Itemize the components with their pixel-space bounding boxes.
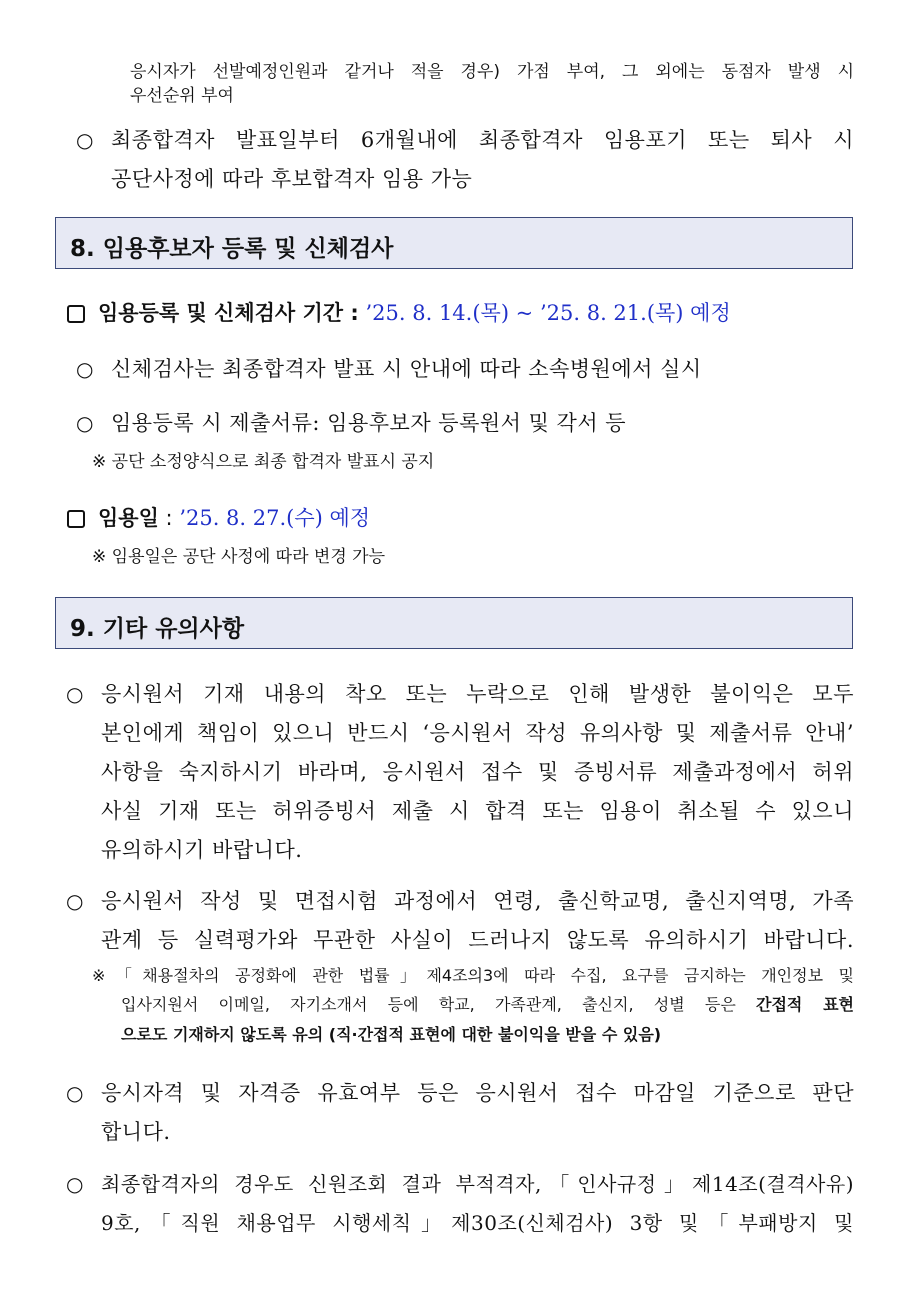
s9-note-line-1: ※「채용절차의 공정화에 관한 법률」제4조의3에 따라 수집, 요구를 금지하는 개인정보 및 [92, 966, 854, 985]
p1-line-1: 응시원서 기재 내용의 착오 또는 누락으로 인해 발생한 불이익은 모두 [101, 682, 854, 706]
appointment-label: 임용일 [98, 506, 159, 530]
period-row [98, 299, 731, 327]
intro-line-2: 우선순위 부여 [130, 86, 234, 106]
s8-note-1: ※ 공단 소정양식으로 최종 합격자 발표시 공지 [92, 452, 435, 472]
section-8-header [55, 217, 853, 269]
p1-line-3: 사항을 숙지하시기 바라며, 응시원서 접수 및 증빙서류 제출과정에서 허위 [101, 760, 854, 784]
circle-bullet-icon: ○ [76, 128, 94, 152]
p2-line-1: 응시원서 작성 및 면접시험 과정에서 연령, 출신학교명, 출신지역명, 가족 [101, 889, 854, 913]
p3-line-2: 합니다. [101, 1120, 171, 1144]
s8-note-2: ※ 임용일은 공단 사정에 따라 변경 가능 [92, 547, 385, 567]
s8-bullet-2: 임용등록 시 제출서류: 임용후보자 등록원서 및 각서 등 [111, 411, 627, 435]
p1-line-2: 본인에게 책임이 있으니 반드시 ‘응시원서 작성 유의사항 및 제출서류 안내’ [101, 721, 854, 745]
p4-line-1: 최종합격자의 경우도 신원조회 결과 부적격자,「인사규정」제14조(결격사유) [101, 1172, 854, 1196]
square-bullet-icon [67, 510, 85, 528]
circle-bullet-icon: ○ [66, 889, 84, 913]
s8-bullet-1: 신체검사는 최종합격자 발표 시 안내에 따라 소속병원에서 실시 [111, 357, 702, 381]
intro-line-1: 응시자가 선발예정인원과 같거나 적을 경우) 가점 부여, 그 외에는 동점자 발생 시 [130, 62, 854, 82]
s9-note-line-2 [121, 992, 854, 1018]
section-8-title: 8. 임용후보자 등록 및 신체검사 [70, 236, 394, 262]
s9-note-line-2-plain: 입사지원서 이메일, 자기소개서 등에 학교, 가족관계, 출신지, 성별 등은 [121, 995, 757, 1014]
p4-line-2: 9호,「직원 채용업무 시행세칙」제30조(신체검사) 3항 및「부패방지 및 [101, 1211, 854, 1235]
square-bullet-icon [67, 305, 85, 323]
appointment-value: ’25. 8. 27.(수) 예정 [179, 506, 371, 530]
appointment-row [98, 504, 370, 532]
s9-note-line-3: 으로도 기재하지 않도록 유의 (직·간접적 표현에 대한 불이익을 받을 수 있음) [121, 1025, 662, 1044]
appointment-sep: : [165, 506, 173, 530]
circle-bullet-icon: ○ [66, 1172, 84, 1196]
p3-line-1: 응시자격 및 자격증 유효여부 등은 응시원서 접수 마감일 기준으로 판단 [101, 1081, 854, 1105]
section-9-title: 9. 기타 유의사항 [70, 616, 245, 642]
reserve-line-1: 최종합격자 발표일부터 6개월내에 최종합격자 임용포기 또는 퇴사 시 [111, 128, 854, 152]
s9-note-line-2-bold: 간접적 표현 [756, 995, 854, 1014]
period-label: 임용등록 및 신체검사 기간 : [98, 301, 359, 325]
p1-line-4: 사실 기재 또는 허위증빙서 제출 시 합격 또는 임용이 취소될 수 있으니 [101, 799, 854, 823]
reserve-line-2: 공단사정에 따라 후보합격자 임용 가능 [111, 167, 473, 191]
p1-line-5: 유의하시기 바랍니다. [101, 838, 303, 862]
circle-bullet-icon: ○ [66, 1081, 84, 1105]
circle-bullet-icon: ○ [66, 682, 84, 706]
p2-line-2: 관계 등 실력평가와 무관한 사실이 드러나지 않도록 유의하시기 바랍니다. [101, 928, 854, 952]
section-9-header [55, 597, 853, 649]
circle-bullet-icon: ○ [76, 357, 94, 381]
circle-bullet-icon: ○ [76, 411, 94, 435]
period-value: ’25. 8. 14.(목) ~ ’25. 8. 21.(목) 예정 [365, 301, 731, 325]
